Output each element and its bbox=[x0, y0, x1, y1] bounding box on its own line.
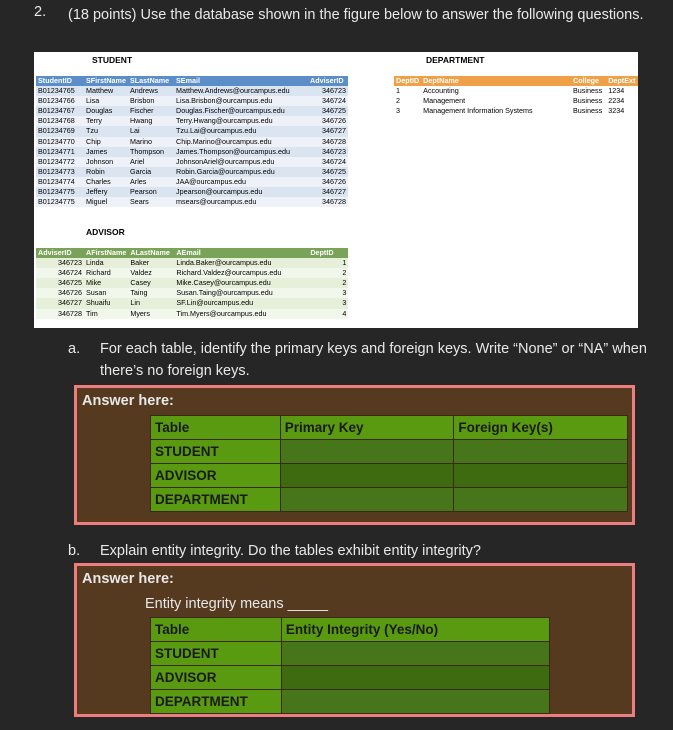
student-cell: 346727 bbox=[308, 187, 348, 197]
advisor-column-header: DeptID bbox=[308, 248, 348, 258]
advisor-cell: Susan bbox=[84, 288, 128, 298]
student-cell: B01234774 bbox=[36, 177, 84, 187]
student-cell: 346726 bbox=[308, 116, 348, 126]
department-row bbox=[394, 96, 638, 106]
advisor-cell: Lin bbox=[128, 298, 174, 308]
part_a-answer-row bbox=[151, 464, 628, 488]
student-cell: Matthew bbox=[84, 86, 128, 96]
advisor-cell: Taing bbox=[128, 288, 174, 298]
student-cell: James.Thompson@ourcampus.edu bbox=[174, 147, 308, 157]
student-cell: 346723 bbox=[308, 86, 348, 96]
student-cell: Jeffery bbox=[84, 187, 128, 197]
part_a-answer-row bbox=[151, 440, 628, 464]
student-cell: Chip.Marino@ourcampus.edu bbox=[174, 137, 308, 147]
advisor-cell: 3 bbox=[308, 288, 348, 298]
advisor-row bbox=[36, 298, 348, 308]
student-cell: Tzu bbox=[84, 126, 128, 136]
advisor-cell: Richard bbox=[84, 268, 128, 278]
student-cell: Lai bbox=[128, 126, 174, 136]
advisor-cell: Mike bbox=[84, 278, 128, 288]
student-cell: B01234769 bbox=[36, 126, 84, 136]
student-cell: 346723 bbox=[308, 147, 348, 157]
department-cell: Accounting bbox=[421, 86, 571, 96]
advisor-cell: Myers bbox=[128, 309, 174, 319]
student-cell: Chip bbox=[84, 137, 128, 147]
student-cell: Johnson bbox=[84, 157, 128, 167]
part-a-answer-table bbox=[150, 415, 628, 512]
advisor-cell: 346728 bbox=[36, 309, 84, 319]
student-row bbox=[36, 116, 348, 126]
department-cell: Business bbox=[571, 96, 606, 106]
student-cell: B01234770 bbox=[36, 137, 84, 147]
student-cell: B01234771 bbox=[36, 147, 84, 157]
student-cell: Thompson bbox=[128, 147, 174, 157]
part-b-question bbox=[68, 540, 668, 562]
student-cell: Terry.Hwang@ourcampus.edu bbox=[174, 116, 308, 126]
student-cell: Jpearson@ourcampus.edu bbox=[174, 187, 308, 197]
advisor-cell: 3 bbox=[308, 298, 348, 308]
student-cell: Marino bbox=[128, 137, 174, 147]
part_b-answer-header-row bbox=[151, 618, 550, 642]
student-cell: Garcia bbox=[128, 167, 174, 177]
student-column-header: SEmail bbox=[174, 76, 308, 86]
student-cell: 346728 bbox=[308, 137, 348, 147]
student-cell: 346725 bbox=[308, 167, 348, 177]
student-cell: B01234773 bbox=[36, 167, 84, 177]
part_b-answer-table-label: DEPARTMENT bbox=[151, 690, 282, 714]
part_b-answer-table-label: STUDENT bbox=[151, 642, 282, 666]
part_b-answer-input-cell[interactable] bbox=[281, 642, 549, 666]
advisor-cell: Casey bbox=[128, 278, 174, 288]
part_a-answer-row bbox=[151, 488, 628, 512]
part-a-text: For each table, identify the primary keys and foreign keys. Write “None” or “NA” when there’s no foreign keys. bbox=[100, 341, 647, 379]
advisor-cell: 346723 bbox=[36, 258, 84, 268]
department-column-header: DeptExt bbox=[606, 76, 638, 86]
part-a-answer-label: Answer here: bbox=[82, 393, 174, 409]
advisor-cell: 2 bbox=[308, 278, 348, 288]
part_b-answer-row bbox=[151, 690, 550, 714]
part-b-answer-box bbox=[74, 563, 635, 717]
database-figure bbox=[34, 52, 638, 328]
student-cell: Brisbon bbox=[128, 96, 174, 106]
student-cell: JAA@ourcampus.edu bbox=[174, 177, 308, 187]
department-cell: Business bbox=[571, 106, 606, 116]
department-cell: 2 bbox=[394, 96, 421, 106]
student-cell: B01234768 bbox=[36, 116, 84, 126]
advisor-table-title: ADVISOR bbox=[86, 227, 125, 237]
advisor-column-header: ALastName bbox=[128, 248, 174, 258]
student-row bbox=[36, 147, 348, 157]
advisor-cell: Linda.Baker@ourcampus.edu bbox=[174, 258, 308, 268]
student-cell: 346725 bbox=[308, 106, 348, 116]
department-row bbox=[394, 86, 638, 96]
department-row bbox=[394, 106, 638, 116]
student-row bbox=[36, 187, 348, 197]
department-cell: 2234 bbox=[606, 96, 638, 106]
student-row bbox=[36, 106, 348, 116]
advisor-cell: 346725 bbox=[36, 278, 84, 288]
advisor-cell: Linda bbox=[84, 258, 128, 268]
advisor-cell: SF.Lin@ourcampus.edu bbox=[174, 298, 308, 308]
student-cell: B01234767 bbox=[36, 106, 84, 116]
part_a-answer-column-header: Table bbox=[151, 416, 281, 440]
student-cell: Fischer bbox=[128, 106, 174, 116]
department-cell: 3 bbox=[394, 106, 421, 116]
student-cell: Pearson bbox=[128, 187, 174, 197]
student-cell: James bbox=[84, 147, 128, 157]
advisor-cell: 346727 bbox=[36, 298, 84, 308]
part-a-label: a. bbox=[68, 341, 81, 357]
advisor-table bbox=[36, 248, 348, 319]
department-cell: Business bbox=[571, 86, 606, 96]
advisor-row bbox=[36, 268, 348, 278]
student-cell: Robin bbox=[84, 167, 128, 177]
student-cell: Douglas bbox=[84, 106, 128, 116]
student-row bbox=[36, 177, 348, 187]
advisor-cell: 346726 bbox=[36, 288, 84, 298]
part_a-answer-header-row bbox=[151, 416, 628, 440]
student-cell: 346724 bbox=[308, 96, 348, 106]
student-row bbox=[36, 96, 348, 106]
part_a-answer-input-cell[interactable] bbox=[280, 464, 454, 488]
department-cell: Management Information Systems bbox=[421, 106, 571, 116]
advisor-column-header: AEmail bbox=[174, 248, 308, 258]
department-column-header: DeptName bbox=[421, 76, 571, 86]
student-cell: 346728 bbox=[308, 197, 348, 207]
student-cell: B01234765 bbox=[36, 86, 84, 96]
part_b-answer-column-header: Entity Integrity (Yes/No) bbox=[281, 618, 549, 642]
student-column-header: AdviserID bbox=[308, 76, 348, 86]
part-b-answer-label: Answer here: bbox=[82, 571, 174, 587]
part-b-label: b. bbox=[68, 543, 81, 559]
advisor-cell: Mike.Casey@ourcampus.edu bbox=[174, 278, 308, 288]
part_a-answer-input-cell[interactable] bbox=[280, 488, 454, 512]
student-row bbox=[36, 126, 348, 136]
part-a-answer-box bbox=[74, 385, 635, 525]
student-header-row bbox=[36, 76, 348, 86]
student-cell: Sears bbox=[128, 197, 174, 207]
student-cell: Arles bbox=[128, 177, 174, 187]
student-cell: msears@ourcampus.edu bbox=[174, 197, 308, 207]
part_b-answer-input-cell[interactable] bbox=[281, 690, 549, 714]
part_a-answer-table-label: ADVISOR bbox=[151, 464, 281, 488]
part-a-question bbox=[68, 338, 668, 382]
part_a-answer-input-cell[interactable] bbox=[454, 464, 628, 488]
student-cell: Terry bbox=[84, 116, 128, 126]
advisor-column-header: AdviserID bbox=[36, 248, 84, 258]
advisor-row bbox=[36, 258, 348, 268]
student-column-header: StudentID bbox=[36, 76, 84, 86]
student-cell: Douglas.Fischer@ourcampus.edu bbox=[174, 106, 308, 116]
student-cell: Andrews bbox=[128, 86, 174, 96]
advisor-cell: Shuaifu bbox=[84, 298, 128, 308]
part_b-answer-column-header: Table bbox=[151, 618, 282, 642]
student-cell: B01234775 bbox=[36, 197, 84, 207]
part_a-answer-table-label: STUDENT bbox=[151, 440, 281, 464]
student-cell: Lisa bbox=[84, 96, 128, 106]
student-cell: Robin.Garcia@ourcampus.edu bbox=[174, 167, 308, 177]
student-column-header: SFirstName bbox=[84, 76, 128, 86]
student-row bbox=[36, 86, 348, 96]
advisor-cell: 2 bbox=[308, 268, 348, 278]
advisor-row bbox=[36, 309, 348, 319]
department-cell: 3234 bbox=[606, 106, 638, 116]
student-column-header: SLastName bbox=[128, 76, 174, 86]
advisor-cell: Susan.Taing@ourcampus.edu bbox=[174, 288, 308, 298]
part_a-answer-column-header: Primary Key bbox=[280, 416, 454, 440]
department-column-header: DeptID bbox=[396, 76, 420, 85]
department-cell: 1 bbox=[394, 86, 421, 96]
student-row bbox=[36, 197, 348, 207]
part_a-answer-column-header: Foreign Key(s) bbox=[454, 416, 628, 440]
part_b-answer-table-label: ADVISOR bbox=[151, 666, 282, 690]
part_b-answer-row bbox=[151, 642, 550, 666]
department-header-row bbox=[394, 76, 638, 86]
student-table bbox=[36, 76, 348, 207]
student-cell: 346726 bbox=[308, 177, 348, 187]
student-cell: Miguel bbox=[84, 197, 128, 207]
advisor-cell: Tim.Myers@ourcampus.edu bbox=[174, 309, 308, 319]
question-number: 2. bbox=[34, 4, 47, 20]
student-cell: Hwang bbox=[128, 116, 174, 126]
advisor-header-row bbox=[36, 248, 348, 258]
part_a-answer-input-cell[interactable] bbox=[454, 488, 628, 512]
part_a-answer-table-label: DEPARTMENT bbox=[151, 488, 281, 512]
advisor-row bbox=[36, 288, 348, 298]
department-cell: Management bbox=[421, 96, 571, 106]
part_a-answer-input-cell[interactable] bbox=[454, 440, 628, 464]
student-row bbox=[36, 137, 348, 147]
advisor-cell: 1 bbox=[308, 258, 348, 268]
student-cell: B01234775 bbox=[36, 187, 84, 197]
student-cell: Tzu.Lai@ourcampus.edu bbox=[174, 126, 308, 136]
advisor-cell: Baker bbox=[128, 258, 174, 268]
advisor-cell: Tim bbox=[84, 309, 128, 319]
part-b-answer-table bbox=[150, 617, 550, 714]
entity-integrity-definition-prompt[interactable]: Entity integrity means _____ bbox=[145, 596, 328, 612]
department-column-header: College bbox=[571, 76, 606, 86]
advisor-cell: Valdez bbox=[128, 268, 174, 278]
student-table-title: STUDENT bbox=[92, 55, 133, 65]
student-cell: Lisa.Brisbon@ourcampus.edu bbox=[174, 96, 308, 106]
part_b-answer-row bbox=[151, 666, 550, 690]
student-cell: 346727 bbox=[308, 126, 348, 136]
advisor-cell: Richard.Valdez@ourcampus.edu bbox=[174, 268, 308, 278]
student-cell: Matthew.Andrews@ourcampus.edu bbox=[174, 86, 308, 96]
student-cell: Charles bbox=[84, 177, 128, 187]
student-cell: B01234772 bbox=[36, 157, 84, 167]
advisor-column-header: AFirstName bbox=[86, 248, 127, 257]
part_a-answer-input-cell[interactable] bbox=[280, 440, 454, 464]
department-table bbox=[394, 76, 638, 116]
student-cell: 346724 bbox=[308, 157, 348, 167]
advisor-cell: 346724 bbox=[36, 268, 84, 278]
advisor-cell: 4 bbox=[308, 309, 348, 319]
department-table-title: DEPARTMENT bbox=[426, 55, 485, 65]
student-cell: JohnsonAriel@ourcampus.edu bbox=[174, 157, 308, 167]
student-cell: Ariel bbox=[128, 157, 174, 167]
question-text: (18 points) Use the database shown in the figure below to answer the following questions. bbox=[68, 7, 644, 23]
department-cell: 1234 bbox=[606, 86, 638, 96]
student-cell: B01234766 bbox=[36, 96, 84, 106]
part_b-answer-input-cell[interactable] bbox=[281, 666, 549, 690]
advisor-row bbox=[36, 278, 348, 288]
part-b-text: Explain entity integrity. Do the tables exhibit entity integrity? bbox=[100, 543, 481, 559]
student-row bbox=[36, 167, 348, 177]
student-row bbox=[36, 157, 348, 167]
